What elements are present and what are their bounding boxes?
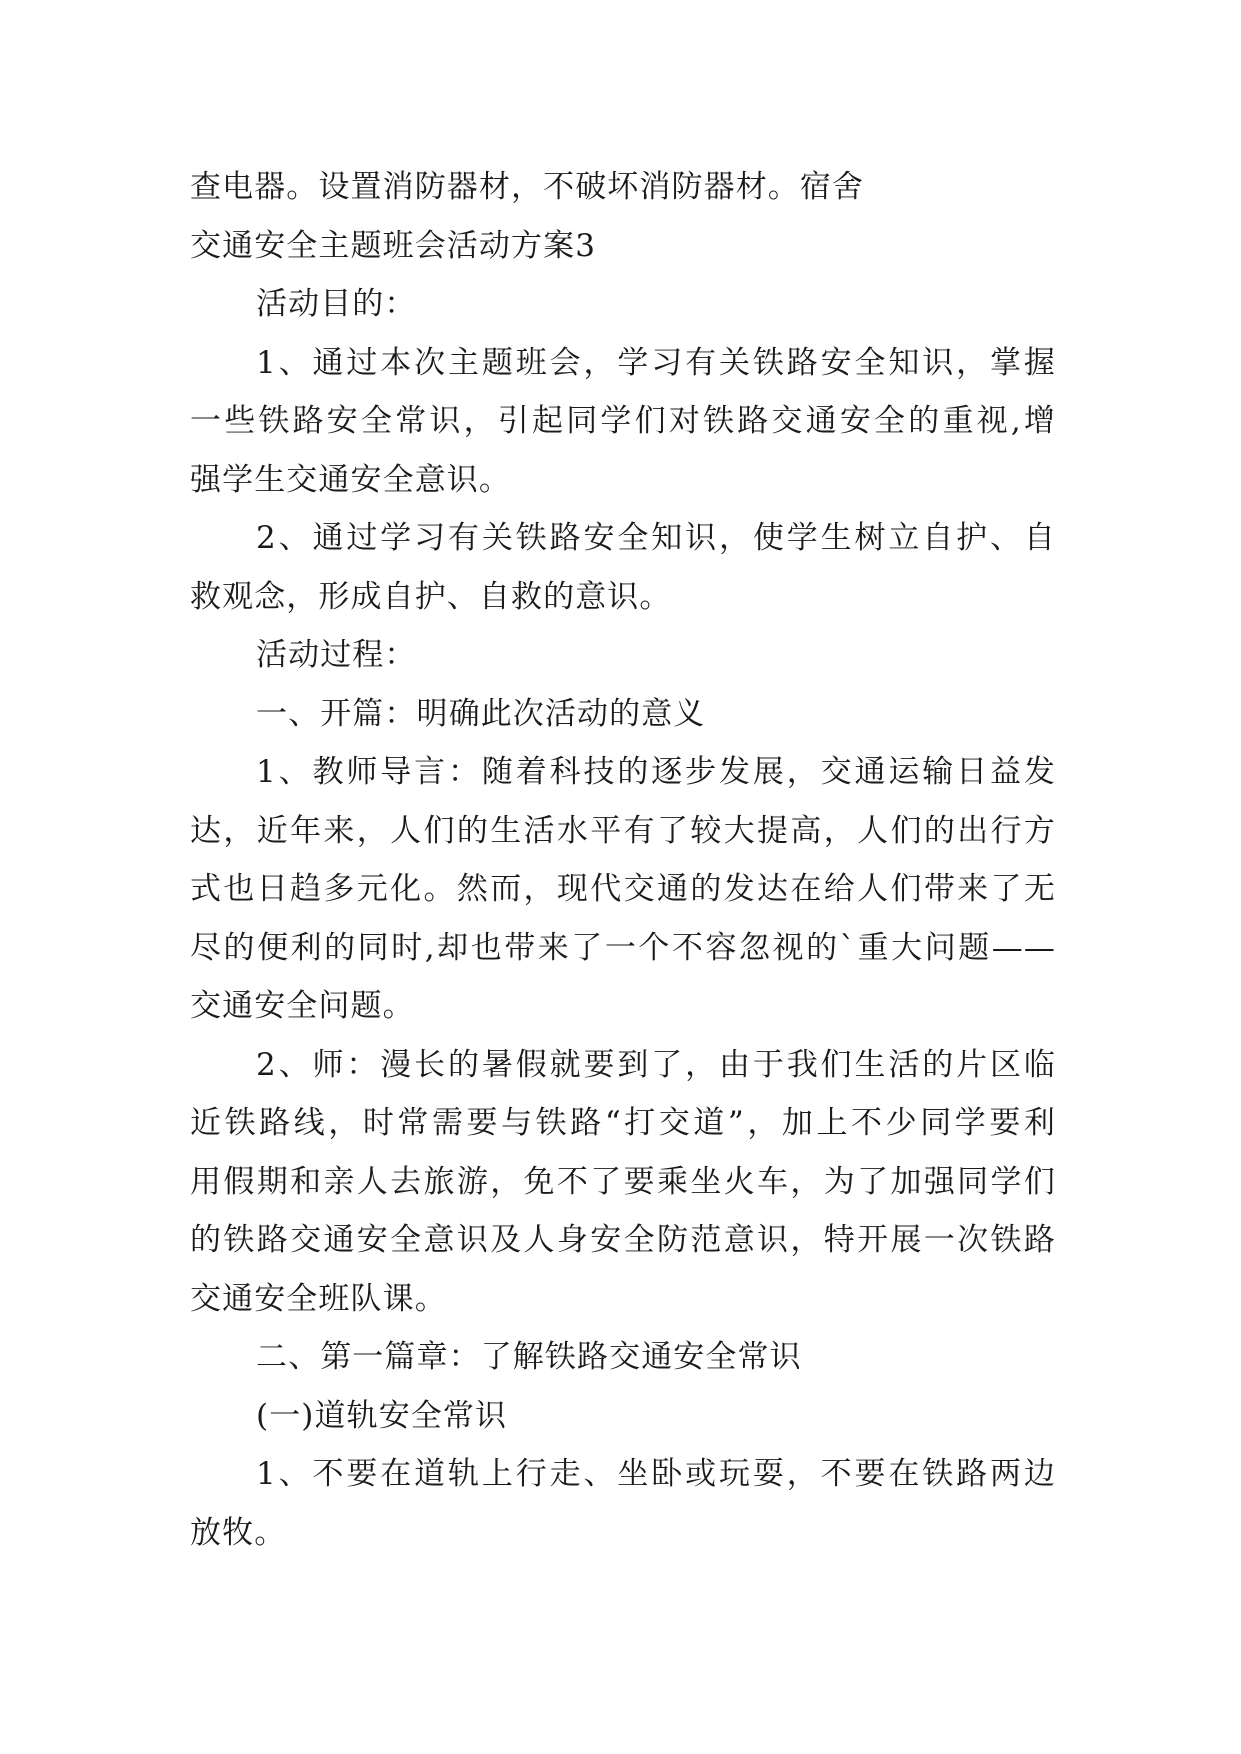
- text-line: 强学生交通安全意识。: [190, 461, 511, 498]
- text-line: 2、通过学习有关铁路安全知识，使学生树立自护、自: [256, 520, 1056, 556]
- text-line: 尽的便利的同时,却也带来了一个不容忽视的`重大问题——: [190, 929, 1056, 966]
- text-line: 式也日趋多元化。然而，现代交通的发达在给人们带来了无: [190, 871, 1056, 907]
- section-heading: 交通安全主题班会活动方案3: [190, 227, 597, 264]
- document-body: [190, 158, 1056, 1562]
- text-line: (一)道轨安全常识: [256, 1397, 508, 1434]
- text-line: 1、不要在道轨上行走、坐卧或玩耍，不要在铁路两边: [256, 1456, 1056, 1492]
- text-line: 交通安全班队课。: [190, 1280, 447, 1317]
- text-line: 救观念，形成自护、自救的意识。: [190, 578, 672, 615]
- subheading-activity-purpose: 活动目的：: [256, 286, 417, 322]
- text-line: 1、教师导言：随着科技的逐步发展，交通运输日益发: [256, 754, 1056, 790]
- text-line: 达，近年来，人们的生活水平有了较大提高，人们的出行方: [190, 812, 1056, 849]
- text-line: 1、通过本次主题班会，学习有关铁路安全知识，掌握: [256, 344, 1056, 381]
- subheading-activity-process: 活动过程：: [256, 637, 417, 673]
- text-line: 二、第一篇章：了解铁路交通安全常识: [256, 1339, 802, 1375]
- text-line: 一些铁路安全常识，引起同学们对铁路交通安全的重视,增: [190, 403, 1056, 439]
- text-line: 查电器。设置消防器材，不破坏消防器材。宿舍: [190, 169, 865, 205]
- text-line: 近铁路线，时常需要与铁路“打交道”，加上不少同学要利: [190, 1105, 1056, 1141]
- text-line: 一、开篇：明确此次活动的意义: [256, 695, 706, 732]
- text-line: 用假期和亲人去旅游，免不了要乘坐火车，为了加强同学们: [190, 1163, 1056, 1200]
- text-line: 放牧。: [190, 1514, 287, 1551]
- text-line: 2、师：漫长的暑假就要到了，由于我们生活的片区临: [256, 1046, 1056, 1083]
- text-line: 的铁路交通安全意识及人身安全防范意识，特开展一次铁路: [190, 1222, 1056, 1258]
- text-line: 交通安全问题。: [190, 988, 415, 1024]
